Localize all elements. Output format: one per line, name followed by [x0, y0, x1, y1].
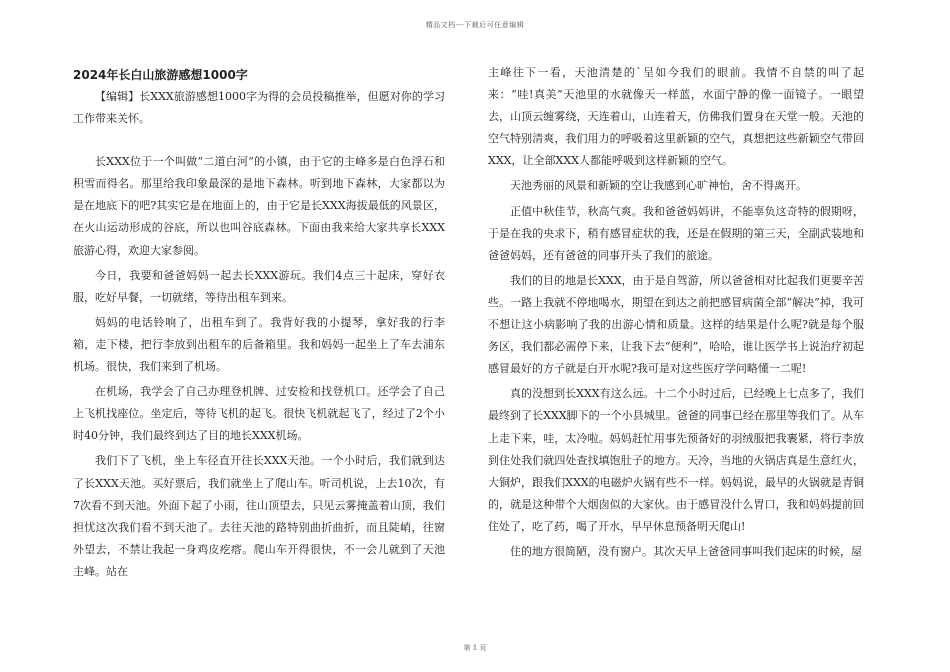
paragraph: 天池秀丽的风景和新颖的空让我感到心旷神怡，舍不得离开。	[510, 179, 807, 193]
paragraph: 妈妈的电话铃响了，出租车到了。我背好我的小提琴，拿好我的行李箱，走下楼，把行李放到出租车的后备箱里。我和妈妈一起坐上了车去浦东机场。很快，我们来到了机场。	[73, 315, 445, 374]
spacer	[73, 133, 445, 151]
right-column	[488, 62, 864, 566]
paragraph: 我们下了飞机，坐上车径直开往长XXX天池。一个小时后，我们就到达了长XXX天池。买好票后，我们就坐上了爬山车。听司机说，上去10次，有7次看不到天池。外面下起了小雨，往山顶望去，只见云雾掩盖着山顶，我们担忧这次我们看不到天池了。去往天池的路特别曲折曲折，而且陡峭，往窗外望去，不禁让我起一身鸡皮疙瘩。爬山车开得很快，不一会儿就到了天池主峰。站在	[73, 454, 445, 578]
page-header: 精品文档---下载后可任意编辑	[425, 21, 525, 29]
paragraph: 今日，我要和爸爸妈妈一起去长XXX游玩。我们4点三十起床，穿好衣服，吃好早餐，一切就绪，等待出租车到来。	[73, 268, 445, 304]
paragraph: 住的地方很简陋，没有窗户。其次天早上爸爸同事叫我们起床的时候，屋	[510, 544, 862, 558]
paragraph: 我们的目的地是长XXX，由于是自驾游，所以爸爸相对比起我们更要辛苦些。一路上我就不停地喝水，期望在到达之前把感冒病菌全部“解决”掉，我可不想让这小病影响了我的出游心情和质量。这样的结果是什么呢?就是每个服务区，我们都必需停下来，让我下去“便利”，哈哈，谁让医学书上说治疗初起感冒最好的方子就是白开水呢?我可是对这些医疗学问略懂一二呢!	[488, 273, 864, 376]
paragraph: 在机场，我学会了自己办理登机牌、过安检和找登机口。还学会了自己上飞机找座位。坐定后，等待飞机的起飞。很快飞机就起飞了，经过了2个小时40分钟，我们最终到达了目的地长XXX机场。	[73, 385, 445, 443]
paragraph: 正值中秋佳节，秋高气爽。我和爸爸妈妈讲，不能辜负这奇特的假期呀，于是在我的央求下，稍有感冒症状的我，还是在假期的第三天，全副武装地和爸爸妈妈，还有爸爸的同事开头了我们的旅途。	[488, 204, 864, 262]
paragraph: 长XXX位于一个叫做“二道白河”的小镇，由于它的主峰多是白色浮石和积雪而得名。那里给我印象最深的是地下森林。听到地下森林，大家都以为是在地底下的吧?其实它是在地面上的，由于它是长XXX海拔最低的风景区，在火山运动形成的谷底，所以也叫谷底森林。下面由我来给大家共享长XXX旅游心得，欢迎大家参阅。	[73, 155, 445, 257]
page-footer: 第 1 页	[463, 644, 487, 652]
intro-paragraph: 【编辑】长XXX旅游感想1000字为得的会员投稿推举，但愿对你的学习工作带来关怀。	[73, 90, 445, 126]
paragraph: 真的没想到长XXX有这么远。十二个小时过后，已经晚上七点多了，我们最终到了长XXX脚下的一个小县城里。爸爸的同事已经在那里等我们了。从车上走下来，哇，太冷啦。妈妈赶忙用事先预备好的羽绒服把我裹紧，将行李放到住处我们就四处查找填饱肚子的地方。天冷，当地的火锅店真是生意红火，大铜炉，跟我们XXX的电磁炉火锅有些不一样。妈妈说，最早的火锅就是青铜的，就是这种带个大烟囱似的大家伙。由于感冒没什么胃口，我和妈妈提前回住处了，吃了药，喝了开水，早早休息预备明天爬山!	[488, 387, 864, 533]
paragraph-continued: 主峰往下一看，天池清楚的`呈如今我们的眼前。我情不自禁的叫了起来：“哇!真美”天池里的水就像天一样蓝，水面宁静的像一面镜子。一眼望去，山顶云缠雾绕，天连着山，山连着天，仿佛我们置身在天堂一般。天池的空气特别清爽，我们用力的呼吸着这里新颖的空气，真想把这些新颖空气带回XXX，让全部XXX人都能呼吸到这样新颖的空气。	[488, 66, 864, 168]
document-title: 2024年长白山旅游感想1000字	[73, 68, 248, 82]
left-column	[73, 62, 445, 586]
